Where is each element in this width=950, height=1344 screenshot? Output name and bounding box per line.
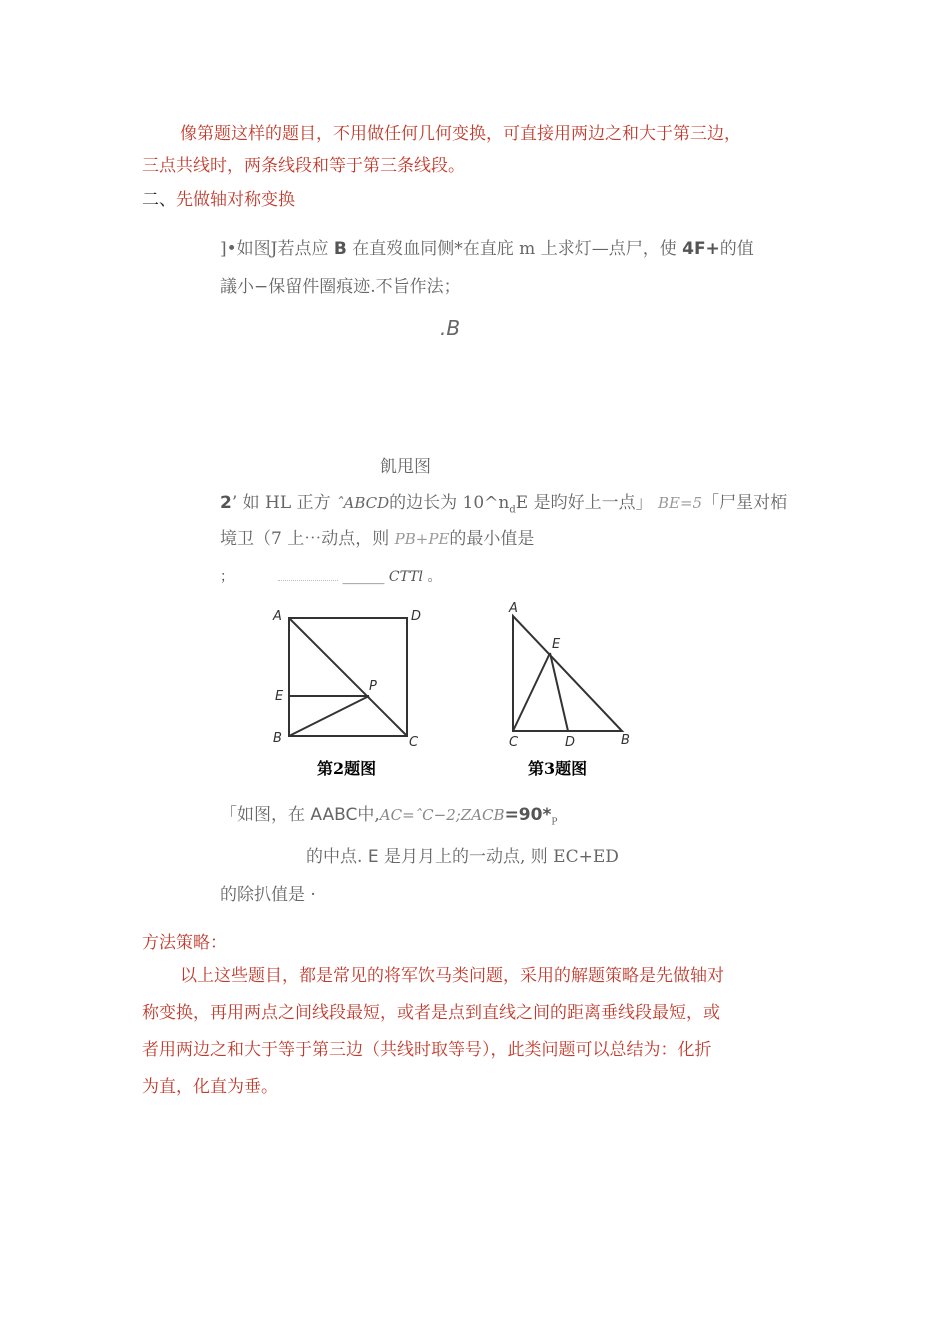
- q1-line-2: 議小−保留件圈痕迹.不旨作法；: [220, 277, 461, 297]
- q2-line-2: [220, 524, 534, 549]
- figure-2: [265, 598, 435, 788]
- q3-text-c: 中,: [357, 805, 380, 825]
- q3-point-e: E: [367, 847, 379, 867]
- q1-point-b: B: [333, 239, 347, 259]
- intro-line-2: 三点共线时，两条线段和等于第三条线段。: [142, 156, 465, 176]
- q2-blank-faint: [278, 580, 338, 581]
- q3-triangle-name: AABC: [310, 805, 358, 825]
- q2-square-name: ˆABCD: [335, 494, 390, 512]
- q2-answer-line: [220, 566, 441, 586]
- q1-text-c: 在直歿血同侧*在直庇 m 上求灯—点尸，使: [352, 239, 677, 259]
- fig2-label-b: B: [273, 731, 282, 746]
- fig2-label-d: D: [411, 609, 422, 624]
- q2-expr: PB+PE: [394, 530, 450, 548]
- segment-bp: [289, 696, 369, 736]
- q2-be-value: BE=5: [658, 494, 703, 512]
- fig2-label-a: A: [273, 609, 282, 624]
- q3-line-3: 的除扒值是 ·: [220, 885, 316, 905]
- fig3-label-a: A: [509, 601, 518, 616]
- q3-angle: =90*: [504, 805, 552, 825]
- method-line-3: 者用两边之和大于等于第三边（共线时取等号），此类问题可以总结为：化折: [142, 1040, 712, 1060]
- method-paragraph: [142, 958, 812, 1106]
- fig2-label-e: E: [275, 689, 284, 704]
- q1-text-e: 的值: [719, 239, 754, 259]
- q1-line-1: [220, 234, 754, 259]
- q2-sub: d: [509, 504, 516, 516]
- q2-text-2c: 的最小值是: [449, 529, 535, 549]
- fig3-label-e: E: [552, 637, 561, 652]
- fig3-label-d: D: [565, 735, 576, 750]
- fig3-caption: 第3题图: [528, 759, 588, 778]
- q2-blank: ______: [342, 569, 385, 585]
- method-line-1: 以上这些题目，都是常见的将军饮马类问题，采用的解题策略是先做轴对: [180, 966, 724, 986]
- q1-text-a: ]•如图J若点应: [220, 239, 329, 259]
- method-heading: 方法策略：: [142, 933, 227, 953]
- triangle-abc: [513, 616, 622, 731]
- section-title: 先做轴对称变换: [176, 190, 295, 210]
- q2-text-f: E 是昀好上一点」: [515, 493, 653, 513]
- q3-text-a: 「如图，在: [220, 805, 305, 825]
- fig3-label-b: B: [621, 733, 630, 748]
- figure-3: [500, 598, 645, 788]
- q3-line-2: [306, 842, 619, 867]
- q1-figure-caption: 飢甩图: [380, 457, 431, 477]
- fig3-label-c: C: [509, 735, 519, 750]
- q3-sub: P: [551, 817, 558, 828]
- q3-text-2c: 是月月上的一动点, 则 EC+ED: [383, 847, 619, 867]
- q2-semicolon: ；: [220, 569, 234, 585]
- q2-line-1: [220, 488, 787, 515]
- q1-point-b-label: .B: [440, 316, 461, 340]
- q3-line-1: [220, 800, 557, 827]
- intro-line-1: 像第题这样的题目，不用做任何几何变换，可直接用两边之和大于第三边，: [180, 124, 741, 144]
- fig2-caption: 第2题图: [317, 759, 377, 778]
- method-line-4: 为直，化直为垂。: [142, 1077, 278, 1097]
- q3-text-2a: 的中点.: [306, 847, 363, 867]
- method-line-2: 称变换，再用两点之间线段最短，或者是点到直线之间的距离垂线段最短，或: [142, 1003, 720, 1023]
- q2-text-d: 的边长为 10^n: [389, 493, 510, 513]
- q3-condition: AC=ˆC−2;ZACB: [379, 806, 505, 824]
- fig2-label-c: C: [409, 735, 419, 750]
- q2-text-h: 「尸星对栢: [702, 493, 788, 513]
- q2-period: 。: [427, 569, 442, 585]
- q1-expr: 4F+: [682, 239, 720, 259]
- q2-number: 2: [220, 493, 232, 513]
- q2-text-b: ’ 如 HL 正方: [231, 493, 331, 513]
- fig2-label-p: P: [369, 679, 377, 694]
- diagonal-ac: [289, 618, 407, 736]
- segment-ce: [513, 653, 550, 731]
- q2-unit: CTTl: [388, 569, 424, 585]
- intro-paragraph: [142, 118, 812, 182]
- section-heading: [142, 185, 295, 210]
- q2-text-2a: 境卫（7 上⋯动点，则: [220, 529, 390, 549]
- section-number: 二、: [142, 190, 176, 210]
